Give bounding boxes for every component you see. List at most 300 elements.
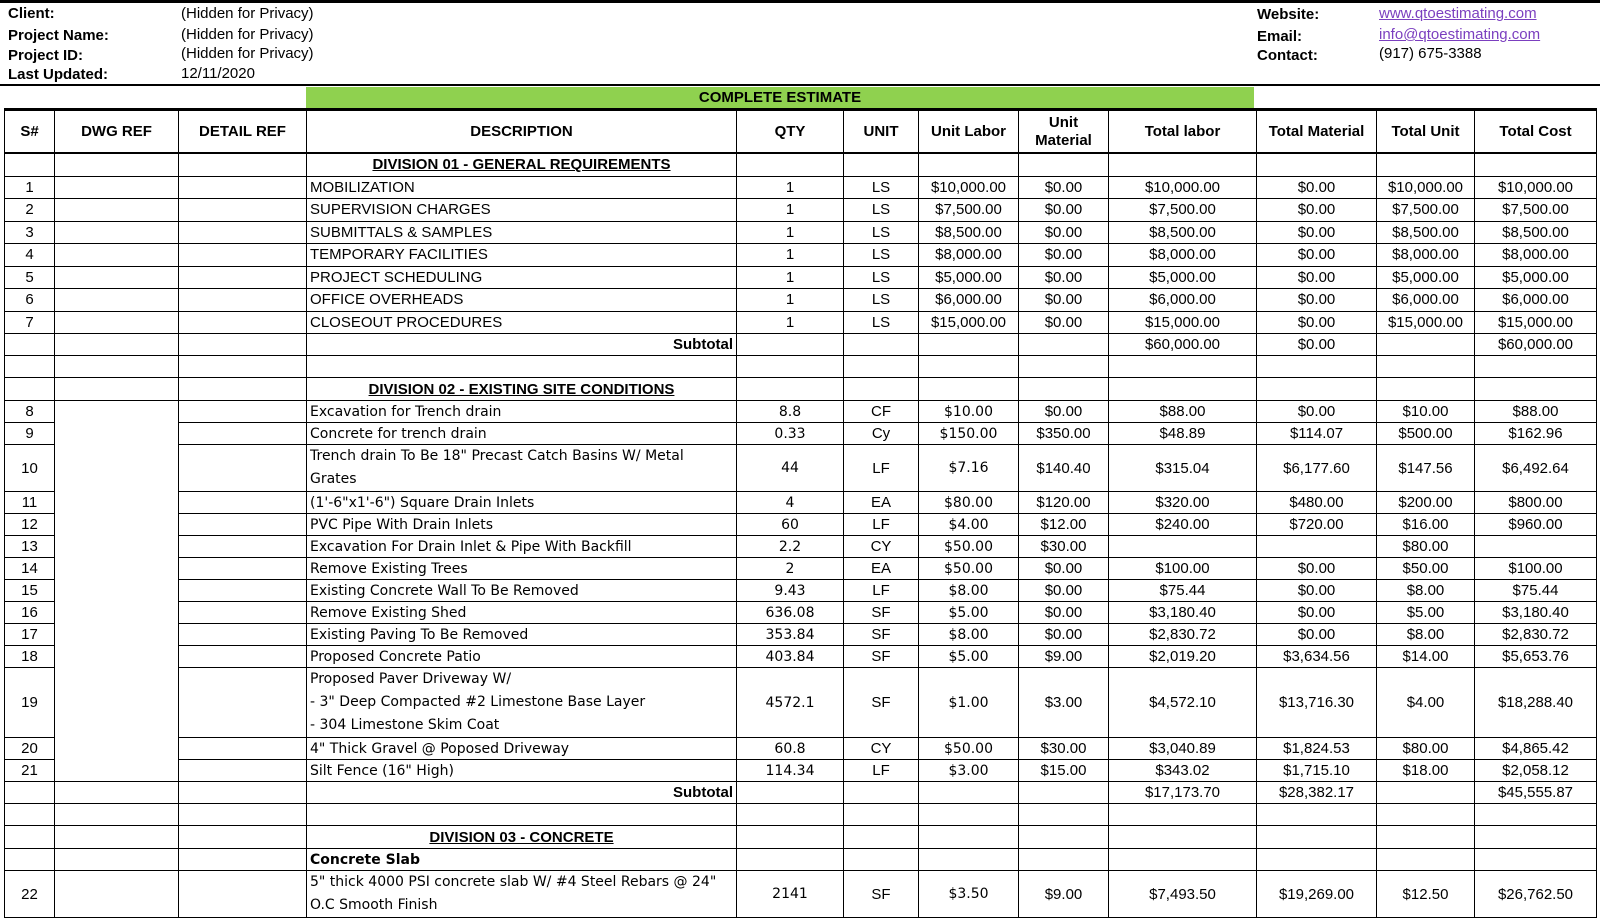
empty-cell	[737, 334, 844, 356]
total-unit-cell: $10,000.00	[1377, 176, 1475, 199]
project-id-value: (Hidden for Privacy)	[181, 45, 314, 62]
item-description: Concrete for trench drain	[307, 423, 737, 445]
empty-cell	[179, 826, 307, 849]
empty-cell	[919, 849, 1019, 871]
empty-cell	[55, 804, 179, 826]
row-number: 6	[5, 289, 55, 312]
row-number: 9	[5, 423, 55, 445]
row-number: 4	[5, 244, 55, 267]
total-labor-cell: $320.00	[1109, 492, 1257, 514]
unit-labor-cell: $4.00	[919, 514, 1019, 536]
detail-ref-cell	[179, 199, 307, 222]
empty-cell	[1475, 378, 1597, 401]
qty-cell: 636.08	[737, 602, 844, 624]
project-name-value: (Hidden for Privacy)	[181, 26, 314, 43]
estimate-banner: COMPLETE ESTIMATE	[306, 87, 1254, 108]
division-title-row	[5, 378, 1597, 401]
empty-cell	[844, 826, 919, 849]
total-labor-cell: $3,040.89	[1109, 738, 1257, 760]
unit-labor-cell: $7.16	[919, 445, 1019, 492]
unit-material-cell: $9.00	[1019, 871, 1109, 918]
unit-labor-cell: $10,000.00	[919, 176, 1019, 199]
empty-cell	[844, 153, 919, 176]
total-material-cell: $0.00	[1257, 289, 1377, 312]
total-cost-cell: $26,762.50	[1475, 871, 1597, 918]
item-description	[307, 668, 737, 738]
empty-cell	[1019, 849, 1109, 871]
row-number: 1	[5, 176, 55, 199]
qty-cell: 114.34	[737, 760, 844, 782]
row-number: 12	[5, 514, 55, 536]
col-header-total-cost: Total Cost	[1475, 110, 1597, 154]
total-labor-cell: $343.02	[1109, 760, 1257, 782]
detail-ref-cell	[179, 289, 307, 312]
total-labor-cell: $100.00	[1109, 558, 1257, 580]
subtotal-total-material: $28,382.17	[1257, 782, 1377, 804]
total-material-cell: $13,716.30	[1257, 668, 1377, 738]
empty-cell	[844, 849, 919, 871]
empty-cell	[737, 153, 844, 176]
unit-cell: LS	[844, 311, 919, 334]
empty-cell	[5, 826, 55, 849]
item-description: Existing Concrete Wall To Be Removed	[307, 580, 737, 602]
total-unit-cell: $8,500.00	[1377, 221, 1475, 244]
unit-cell: Cy	[844, 423, 919, 445]
unit-cell: CY	[844, 536, 919, 558]
total-material-cell: $0.00	[1257, 602, 1377, 624]
row-number: 11	[5, 492, 55, 514]
col-header-dwg-ref: DWG REF	[55, 110, 179, 154]
unit-material-cell: $30.00	[1019, 536, 1109, 558]
total-cost-cell: $6,000.00	[1475, 289, 1597, 312]
empty-cell	[1377, 378, 1475, 401]
total-cost-cell: $10,000.00	[1475, 176, 1597, 199]
total-material-cell: $0.00	[1257, 266, 1377, 289]
header-separator	[0, 84, 1600, 86]
empty-cell	[179, 804, 307, 826]
empty-cell	[179, 334, 307, 356]
email-link-wrap	[1379, 25, 1540, 45]
total-material-cell: $19,269.00	[1257, 871, 1377, 918]
total-material-cell: $0.00	[1257, 244, 1377, 267]
empty-cell	[1377, 153, 1475, 176]
item-description: SUPERVISION CHARGES	[307, 199, 737, 222]
spacer-row	[5, 804, 1597, 826]
unit-material-cell: $0.00	[1019, 624, 1109, 646]
detail-ref-cell	[179, 558, 307, 580]
detail-ref-cell	[179, 738, 307, 760]
unit-material-cell: $15.00	[1019, 760, 1109, 782]
detail-ref-cell	[179, 624, 307, 646]
total-cost-cell: $6,492.64	[1475, 445, 1597, 492]
item-description: Excavation for Trench drain	[307, 401, 737, 423]
detail-ref-cell	[179, 176, 307, 199]
total-unit-cell: $7,500.00	[1377, 199, 1475, 222]
empty-cell	[1019, 334, 1109, 356]
empty-cell	[55, 849, 179, 871]
detail-ref-cell	[179, 536, 307, 558]
table-row	[5, 289, 1597, 312]
detail-ref-cell	[179, 244, 307, 267]
unit-labor-cell: $15,000.00	[919, 311, 1019, 334]
client-label: Client:	[8, 5, 55, 22]
qty-cell: 44	[737, 445, 844, 492]
item-description: OFFICE OVERHEADS	[307, 289, 737, 312]
item-description: 5" thick 4000 PSI concrete slab W/ #4 Steel Rebars @ 24" O.C Smooth Finish	[307, 871, 737, 918]
empty-cell	[5, 378, 55, 401]
total-material-cell: $114.07	[1257, 423, 1377, 445]
unit-cell: SF	[844, 624, 919, 646]
table-row	[5, 221, 1597, 244]
table-row	[5, 738, 1597, 760]
table-row	[5, 176, 1597, 199]
table-row	[5, 580, 1597, 602]
empty-cell	[1109, 356, 1257, 378]
total-labor-cell: $315.04	[1109, 445, 1257, 492]
unit-cell: SF	[844, 668, 919, 738]
empty-cell	[179, 378, 307, 401]
col-header-total-labor: Total labor	[1109, 110, 1257, 154]
total-labor-cell: $3,180.40	[1109, 602, 1257, 624]
total-labor-cell: $8,000.00	[1109, 244, 1257, 267]
unit-cell: CF	[844, 401, 919, 423]
unit-labor-cell: $1.00	[919, 668, 1019, 738]
subtotal-label: Subtotal	[307, 782, 737, 804]
unit-labor-cell: $50.00	[919, 536, 1019, 558]
empty-cell	[1377, 782, 1475, 804]
unit-labor-cell: $7,500.00	[919, 199, 1019, 222]
empty-cell	[1257, 378, 1377, 401]
unit-material-cell: $0.00	[1019, 221, 1109, 244]
row-number: 19	[5, 668, 55, 738]
total-labor-cell: $10,000.00	[1109, 176, 1257, 199]
table-row	[5, 668, 1597, 738]
total-cost-cell: $5,000.00	[1475, 266, 1597, 289]
unit-material-cell: $120.00	[1019, 492, 1109, 514]
empty-cell	[55, 153, 179, 176]
total-material-cell: $6,177.60	[1257, 445, 1377, 492]
row-number: 10	[5, 445, 55, 492]
total-labor-cell: $2,019.20	[1109, 646, 1257, 668]
description-line: - 304 Limestone Skim Coat	[310, 717, 500, 733]
item-description: Remove Existing Trees	[307, 558, 737, 580]
empty-cell	[55, 826, 179, 849]
section-title: Concrete Slab	[307, 849, 737, 871]
qty-cell: 8.8	[737, 401, 844, 423]
unit-material-cell: $0.00	[1019, 266, 1109, 289]
unit-material-cell: $0.00	[1019, 580, 1109, 602]
unit-labor-cell: $6,000.00	[919, 289, 1019, 312]
unit-cell: SF	[844, 602, 919, 624]
table-row	[5, 646, 1597, 668]
unit-material-cell: $140.40	[1019, 445, 1109, 492]
detail-ref-cell	[179, 580, 307, 602]
item-description: TEMPORARY FACILITIES	[307, 244, 737, 267]
unit-labor-cell: $5,000.00	[919, 266, 1019, 289]
table-row	[5, 760, 1597, 782]
row-number: 18	[5, 646, 55, 668]
table-row	[5, 514, 1597, 536]
total-cost-cell: $8,500.00	[1475, 221, 1597, 244]
total-labor-cell: $48.89	[1109, 423, 1257, 445]
unit-cell: LS	[844, 199, 919, 222]
total-unit-cell: $80.00	[1377, 536, 1475, 558]
table-row	[5, 311, 1597, 334]
division-title: DIVISION 02 - EXISTING SITE CONDITIONS	[307, 378, 737, 401]
table-row	[5, 492, 1597, 514]
client-value: (Hidden for Privacy)	[181, 5, 314, 22]
empty-cell	[919, 334, 1019, 356]
unit-cell: LF	[844, 514, 919, 536]
empty-cell	[5, 334, 55, 356]
item-description: Existing Paving To Be Removed	[307, 624, 737, 646]
subtotal-label: Subtotal	[307, 334, 737, 356]
total-labor-cell: $2,830.72	[1109, 624, 1257, 646]
total-unit-cell: $5,000.00	[1377, 266, 1475, 289]
total-unit-cell: $80.00	[1377, 738, 1475, 760]
dwg-ref-cell	[55, 221, 179, 244]
total-unit-cell: $12.50	[1377, 871, 1475, 918]
dwg-ref-cell	[55, 871, 179, 918]
total-material-cell: $3,634.56	[1257, 646, 1377, 668]
total-unit-cell: $8,000.00	[1377, 244, 1475, 267]
qty-cell: 1	[737, 199, 844, 222]
unit-material-cell: $3.00	[1019, 668, 1109, 738]
total-material-cell: $0.00	[1257, 624, 1377, 646]
total-labor-cell: $4,572.10	[1109, 668, 1257, 738]
total-cost-cell: $4,865.42	[1475, 738, 1597, 760]
row-number: 14	[5, 558, 55, 580]
unit-material-cell: $350.00	[1019, 423, 1109, 445]
empty-cell	[1019, 356, 1109, 378]
total-material-cell	[1257, 536, 1377, 558]
total-material-cell: $720.00	[1257, 514, 1377, 536]
qty-cell: 1	[737, 221, 844, 244]
item-description: CLOSEOUT PROCEDURES	[307, 311, 737, 334]
empty-cell	[919, 804, 1019, 826]
top-border-line	[0, 0, 1600, 3]
total-cost-cell: $800.00	[1475, 492, 1597, 514]
detail-ref-cell	[179, 221, 307, 244]
website-label: Website:	[1257, 6, 1320, 23]
unit-labor-cell: $8.00	[919, 580, 1019, 602]
row-number: 3	[5, 221, 55, 244]
empty-cell	[919, 356, 1019, 378]
row-number: 8	[5, 401, 55, 423]
total-labor-cell: $5,000.00	[1109, 266, 1257, 289]
empty-cell	[1475, 849, 1597, 871]
unit-labor-cell: $8.00	[919, 624, 1019, 646]
item-description: Silt Fence (16" High)	[307, 760, 737, 782]
total-cost-cell: $75.44	[1475, 580, 1597, 602]
empty-cell	[844, 356, 919, 378]
empty-cell	[1019, 804, 1109, 826]
empty-cell	[179, 782, 307, 804]
empty-cell	[1109, 849, 1257, 871]
empty-cell	[5, 804, 55, 826]
empty-cell	[1019, 378, 1109, 401]
detail-ref-cell	[179, 445, 307, 492]
qty-cell: 403.84	[737, 646, 844, 668]
unit-material-cell: $0.00	[1019, 176, 1109, 199]
col-header-description: DESCRIPTION	[307, 110, 737, 154]
unit-material-cell: $0.00	[1019, 602, 1109, 624]
total-labor-cell: $88.00	[1109, 401, 1257, 423]
table-row	[5, 602, 1597, 624]
total-material-cell: $0.00	[1257, 221, 1377, 244]
subtotal-total-material: $0.00	[1257, 334, 1377, 356]
table-row	[5, 401, 1597, 423]
dwg-ref-cell	[55, 289, 179, 312]
empty-cell	[1377, 849, 1475, 871]
last-updated-value: 12/11/2020	[181, 65, 255, 82]
empty-cell	[844, 334, 919, 356]
item-description: PVC Pipe With Drain Inlets	[307, 514, 737, 536]
col-header-qty: QTY	[737, 110, 844, 154]
total-labor-cell: $240.00	[1109, 514, 1257, 536]
total-unit-cell: $15,000.00	[1377, 311, 1475, 334]
unit-labor-cell: $50.00	[919, 558, 1019, 580]
total-cost-cell: $15,000.00	[1475, 311, 1597, 334]
total-material-cell: $0.00	[1257, 311, 1377, 334]
empty-cell	[1109, 826, 1257, 849]
total-unit-cell: $4.00	[1377, 668, 1475, 738]
unit-material-cell: $0.00	[1019, 401, 1109, 423]
qty-cell: 1	[737, 244, 844, 267]
table-row	[5, 445, 1597, 492]
row-number: 15	[5, 580, 55, 602]
unit-cell: LF	[844, 760, 919, 782]
unit-material-cell: $12.00	[1019, 514, 1109, 536]
row-number: 7	[5, 311, 55, 334]
total-labor-cell: $7,493.50	[1109, 871, 1257, 918]
unit-material-cell: $0.00	[1019, 311, 1109, 334]
email-link[interactable]: info@qtoestimating.com	[1379, 26, 1541, 43]
item-description: 4" Thick Gravel @ Poposed Driveway	[307, 738, 737, 760]
total-material-cell: $1,824.53	[1257, 738, 1377, 760]
unit-cell: CY	[844, 738, 919, 760]
detail-ref-cell	[179, 871, 307, 918]
division-title-row	[5, 153, 1597, 176]
unit-labor-cell: $5.00	[919, 602, 1019, 624]
row-number: 21	[5, 760, 55, 782]
table-row	[5, 558, 1597, 580]
unit-cell: EA	[844, 492, 919, 514]
subtotal-total-labor: $17,173.70	[1109, 782, 1257, 804]
empty-cell	[1257, 804, 1377, 826]
total-material-cell: $0.00	[1257, 580, 1377, 602]
total-labor-cell: $75.44	[1109, 580, 1257, 602]
table-header-row	[5, 110, 1597, 154]
empty-cell	[5, 849, 55, 871]
detail-ref-cell	[179, 401, 307, 423]
detail-ref-cell	[179, 266, 307, 289]
qty-cell: 9.43	[737, 580, 844, 602]
unit-cell: LF	[844, 445, 919, 492]
table-row	[5, 423, 1597, 445]
total-unit-cell: $14.00	[1377, 646, 1475, 668]
table-row	[5, 871, 1597, 918]
empty-cell	[737, 804, 844, 826]
total-material-cell: $0.00	[1257, 558, 1377, 580]
detail-ref-cell	[179, 602, 307, 624]
empty-cell	[737, 826, 844, 849]
dwg-ref-cell	[55, 199, 179, 222]
website-link-wrap	[1379, 4, 1537, 24]
empty-cell	[1109, 378, 1257, 401]
total-labor-cell: $15,000.00	[1109, 311, 1257, 334]
empty-cell	[1475, 826, 1597, 849]
total-unit-cell: $8.00	[1377, 580, 1475, 602]
unit-labor-cell: $50.00	[919, 738, 1019, 760]
total-unit-cell: $6,000.00	[1377, 289, 1475, 312]
contact-label: Contact:	[1257, 47, 1318, 64]
row-number: 13	[5, 536, 55, 558]
qty-cell: 4	[737, 492, 844, 514]
unit-cell: LF	[844, 580, 919, 602]
empty-cell	[844, 782, 919, 804]
col-header-total-material: Total Material	[1257, 110, 1377, 154]
unit-material-cell: $0.00	[1019, 289, 1109, 312]
qty-cell: 1	[737, 289, 844, 312]
qty-cell: 1	[737, 176, 844, 199]
estimate-table	[4, 108, 1597, 918]
spacer-row	[5, 356, 1597, 378]
empty-cell	[1109, 804, 1257, 826]
unit-cell: EA	[844, 558, 919, 580]
item-description: Excavation For Drain Inlet & Pipe With Backfill	[307, 536, 737, 558]
qty-cell: 60	[737, 514, 844, 536]
total-cost-cell: $100.00	[1475, 558, 1597, 580]
email-label: Email:	[1257, 28, 1303, 45]
item-description: PROJECT SCHEDULING	[307, 266, 737, 289]
col-header-unit-labor: Unit Labor	[919, 110, 1019, 154]
qty-cell: 0.33	[737, 423, 844, 445]
subtotal-total-labor: $60,000.00	[1109, 334, 1257, 356]
division-title: DIVISION 03 - CONCRETE	[307, 826, 737, 849]
project-name-label: Project Name:	[8, 27, 109, 44]
qty-cell: 1	[737, 266, 844, 289]
dwg-ref-cell	[55, 176, 179, 199]
section-title-row	[5, 849, 1597, 871]
row-number: 5	[5, 266, 55, 289]
total-cost-cell: $3,180.40	[1475, 602, 1597, 624]
dwg-ref-cell	[55, 401, 179, 782]
total-unit-cell: $147.56	[1377, 445, 1475, 492]
subtotal-row	[5, 782, 1597, 804]
unit-labor-cell: $8,500.00	[919, 221, 1019, 244]
row-number: 20	[5, 738, 55, 760]
website-link[interactable]: www.qtoestimating.com	[1379, 5, 1537, 22]
item-description: (1'-6"x1'-6") Square Drain Inlets	[307, 492, 737, 514]
total-cost-cell: $5,653.76	[1475, 646, 1597, 668]
unit-material-cell: $9.00	[1019, 646, 1109, 668]
subtotal-total-cost: $60,000.00	[1475, 334, 1597, 356]
total-cost-cell: $2,058.12	[1475, 760, 1597, 782]
dwg-ref-cell	[55, 244, 179, 267]
table-row	[5, 624, 1597, 646]
qty-cell: 2	[737, 558, 844, 580]
col-header-total-unit: Total Unit	[1377, 110, 1475, 154]
empty-cell	[919, 153, 1019, 176]
empty-cell	[737, 378, 844, 401]
empty-cell	[737, 849, 844, 871]
empty-cell	[1019, 826, 1109, 849]
contact-value: (917) 675-3388	[1379, 45, 1482, 62]
unit-labor-cell: $3.00	[919, 760, 1019, 782]
project-id-label: Project ID:	[8, 47, 84, 64]
total-cost-cell: $162.96	[1475, 423, 1597, 445]
